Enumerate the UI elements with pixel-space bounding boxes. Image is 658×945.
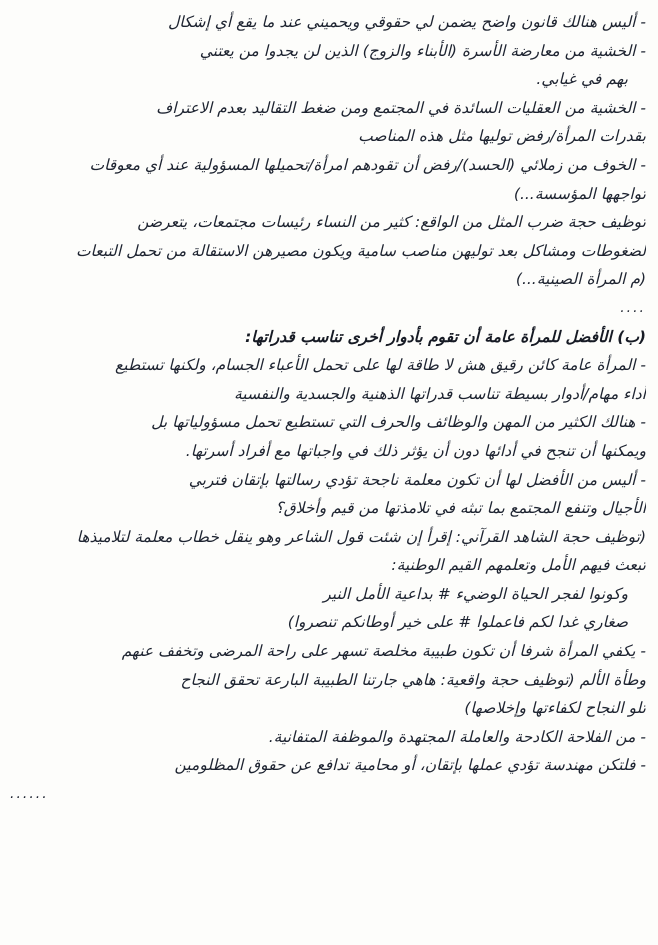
text-line: أداء مهام/أدوار بسيطة تناسب قدراتها الذهنية والجسدية والنفسية xyxy=(233,384,646,403)
text-line: وطأة الألم (توظيف حجة واقعية: هاهي جارتنا الطبيبة البارعة تحقق النجاح xyxy=(180,670,646,689)
text-line: - من الفلاحة الكادحة والعاملة المجتهدة والموظفة المتفانية. xyxy=(268,727,646,746)
text-line: - المرأة عامة كائن رقيق هش لا طاقة لها على تحمل الأعباء الجسام، ولكنها تستطيع xyxy=(115,356,646,375)
ellipsis-line: .... xyxy=(620,299,646,316)
text-line: توظيف حجة ضرب المثل من الواقع: كثير من النساء رئيسات مجتمعات، يتعرضن xyxy=(137,213,646,232)
text-line: ويمكنها أن تنجح في أدائها دون أن يؤثر ذلك في واجباتها مع أفراد أسرتها. xyxy=(185,441,646,460)
text-line: لضغوطات ومشاكل بعد توليهن مناصب سامية ويكون مصيرهن الاستقالة من تحمل التبعات xyxy=(75,241,646,260)
text-line: - الخوف من زملائي (الحسد)/رفض أن تقودهم امرأة/تحميلها المسؤولية عند أي معوقات xyxy=(89,155,646,174)
text-line: - الخشية من معارضة الأسرة (الأبناء والزوج) الذين لن يجدوا من يعتني xyxy=(199,41,646,60)
text-line: - أليس هنالك قانون واضح يضمن لي حقوقي ويحميني عند ما يقع أي إشكال xyxy=(168,13,646,31)
ellipsis-line: ...... xyxy=(10,786,49,803)
text-line: - فلتكن مهندسة تؤدي عملها بإتقان، أو محامية تدافع عن حقوق المظلومين xyxy=(174,756,646,775)
text-line: (توظيف حجة الشاهد القرآني: إقرأ إن شئت قول الشاعر وهو ينقل خطاب معلمة لتلاميذها xyxy=(76,527,646,546)
text-line: - أليس من الأفضل لها أن تكون معلمة ناجحة تؤدي رسالتها بإتقان فتربي xyxy=(188,470,646,489)
text-line: بهم في غيابي. xyxy=(536,70,628,89)
text-line: تبعث فيهم الأمل وتعلمهم القيم الوطنية: xyxy=(391,556,646,575)
text-line: تلو النجاح لكفاءتها وإخلاصها) xyxy=(464,699,646,718)
text-line: بقدرات المرأة/رفض توليها مثل هذه المناصب xyxy=(358,127,646,146)
text-line: - هنالك الكثير من المهن والوظائف والحرف التي تستطيع تحمل مسؤولياتها بل xyxy=(151,413,646,432)
text-line: - يكفي المرأة شرفا أن تكون طبيبة مخلصة تسهر على راحة المرضى وتخفف عنهم xyxy=(121,642,646,661)
poem-verse: وكونوا لفجر الحياة الوضيء # بداعية الأمل النير xyxy=(323,584,628,603)
section-heading-b: (ب) الأفضل للمرأة عامة أن تقوم بأدوار أخرى تناسب قدراتها: xyxy=(245,327,646,346)
text-line: الأجيال وتنفع المجتمع بما تبثه في تلامذتها من قيم وأخلاق؟ xyxy=(275,499,646,518)
text-line: - الخشية من العقليات السائدة في المجتمع ومن ضغط التقاليد بعدم الاعتراف xyxy=(156,98,646,117)
text-line: (م المرأة الصينية...) xyxy=(515,270,646,289)
poem-verse: صغاري غدا لكم فاعملوا # على خير أوطانكم تنصروا) xyxy=(287,613,628,632)
text-line: تواجهها المؤسسة...) xyxy=(513,184,646,203)
